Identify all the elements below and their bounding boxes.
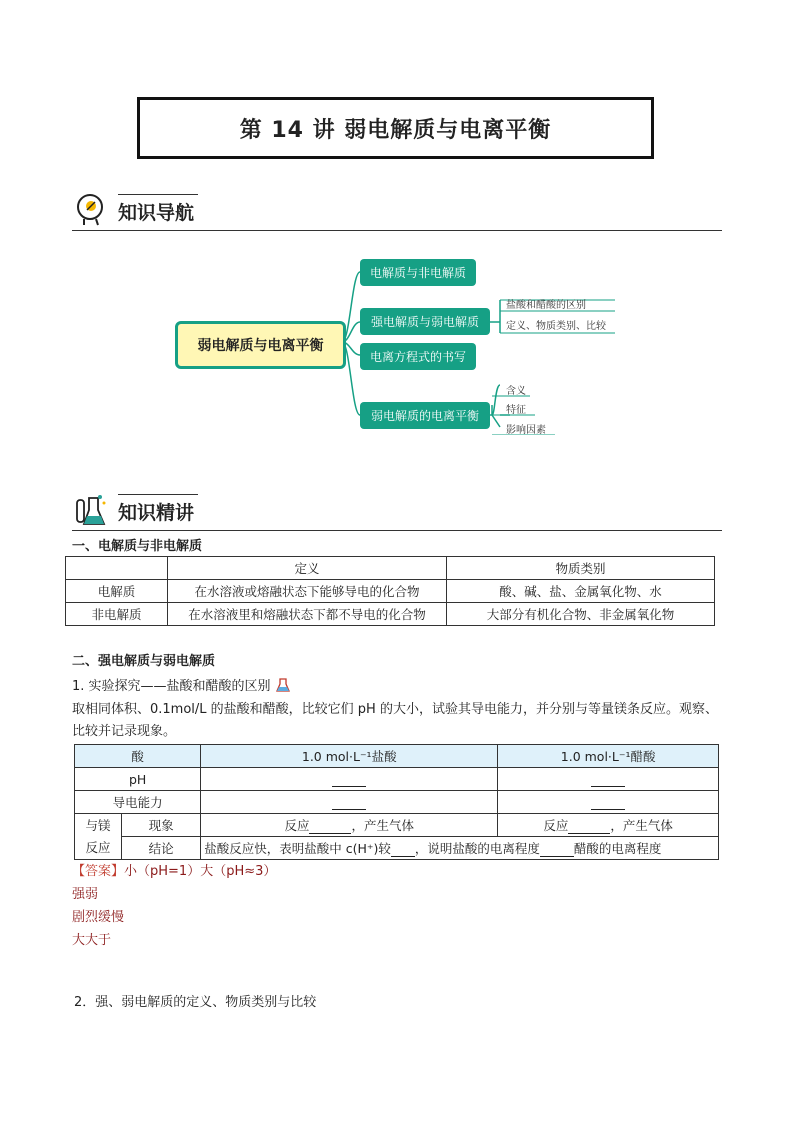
answer-line: 大大于 [72, 933, 112, 948]
row-mg-label [75, 814, 122, 860]
blank-cell [498, 791, 719, 814]
mindmap-leaf: 盐酸和醋酸的区别 [506, 300, 586, 311]
conclusion-text: ，说明盐酸的电离程度 [414, 841, 540, 856]
header-overline [118, 194, 198, 195]
row-mg-label-line: 反应 [85, 839, 111, 855]
answer-block [72, 860, 276, 952]
head-lightbulb-icon [74, 192, 108, 226]
experiment-table [74, 744, 719, 860]
conclusion-text: 盐酸反应快，表明盐酸中 c(H⁺)较 [204, 841, 391, 856]
mindmap-leaf: 含义 [506, 386, 526, 397]
row-ph-label: pH [75, 768, 201, 791]
answer-blank [391, 841, 415, 857]
section-header-explain [72, 490, 722, 531]
experiment-title-text: 1. 实验探究——盐酸和醋酸的区别 [72, 679, 271, 694]
next-topic-title: 2．强、弱电解质的定义、物质类别与比较 [74, 995, 317, 1010]
col-acid: 酸 [75, 745, 201, 768]
table-row [66, 580, 715, 603]
mindmap-leaf: 特征 [506, 405, 526, 416]
answer-text: 小（pH=1）大（pH≈3） [124, 864, 277, 879]
obs-text: ，产生气体 [610, 818, 673, 833]
table-header-cell: 物质类别 [447, 557, 715, 580]
answer-line-1 [72, 860, 276, 883]
mindmap-leaf: 定义、物质类别、比较 [506, 321, 606, 332]
answer-line: 剧烈缓慢 [72, 910, 125, 925]
observation-hac [498, 814, 719, 837]
blank-cell [498, 768, 719, 791]
answer-blank [332, 794, 366, 810]
table-cell: 酸、碱、盐、金属氧化物、水 [447, 580, 715, 603]
row-mg-label-line: 与镁 [85, 817, 111, 833]
section-title-explain: 知识精讲 [118, 502, 195, 524]
answer-blank [591, 794, 625, 810]
col-hcl: 1.0 mol·L⁻¹盐酸 [201, 745, 498, 768]
answer-blank [332, 771, 366, 787]
observation-hcl [201, 814, 498, 837]
table-cell: 在水溶液里和熔融状态下都不导电的化合物 [168, 603, 447, 626]
experiment-title [72, 675, 291, 694]
table-cell: 大部分有机化合物、非金属氧化物 [447, 603, 715, 626]
col-hac: 1.0 mol·L⁻¹醋酸 [498, 745, 719, 768]
table-cell: 非电解质 [66, 603, 168, 626]
part2-heading: 二、强电解质与弱电解质 [72, 654, 216, 669]
mindmap [170, 255, 620, 435]
table-header-row [66, 557, 715, 580]
header-overline [118, 494, 198, 495]
row-conductivity-label: 导电能力 [75, 791, 201, 814]
experiment-description: 取相同体积、0.1mol/L 的盐酸和醋酸，比较它们 pH 的大小，试验其导电能力，并分别与等量镁条反应。观察、比较并记录现象。 [72, 702, 718, 739]
conclusion-text: 醋酸的电离程度 [573, 841, 662, 856]
table-row [66, 603, 715, 626]
answer-tag: 【答案】 [72, 864, 125, 879]
mindmap-branch: 电解质与非电解质 [360, 259, 476, 286]
sub-conclusion: 结论 [122, 837, 201, 860]
flask-icon [74, 492, 108, 526]
answer-blank [568, 818, 610, 834]
mindmap-root: 弱电解质与电离平衡 [175, 321, 346, 369]
blank-cell [201, 791, 498, 814]
mindmap-branch: 弱电解质的电离平衡 [360, 402, 490, 429]
part1-heading: 一、电解质与非电解质 [72, 539, 203, 554]
obs-text: 反应 [284, 818, 310, 833]
mindmap-branch: 电离方程式的书写 [360, 343, 476, 370]
sub-observation: 现象 [122, 814, 201, 837]
answer-line: 强弱 [72, 887, 99, 902]
table-cell: 电解质 [66, 580, 168, 603]
mindmap-leaf: 影响因素 [506, 425, 546, 436]
table-header-cell: 定义 [168, 557, 447, 580]
mindmap-branch: 强电解质与弱电解质 [360, 308, 490, 335]
table-header-cell [66, 557, 168, 580]
page-title: 第 14 讲 弱电解质与电离平衡 [239, 117, 552, 143]
section-header-nav [72, 190, 722, 231]
title-box [137, 97, 654, 159]
beaker-icon [275, 677, 291, 693]
electrolyte-table [65, 556, 715, 626]
section-title-nav: 知识导航 [118, 202, 195, 224]
answer-blank [591, 771, 625, 787]
obs-text: ，产生气体 [351, 818, 414, 833]
table-cell: 在水溶液或熔融状态下能够导电的化合物 [168, 580, 447, 603]
blank-cell [201, 768, 498, 791]
conclusion-cell [201, 837, 719, 860]
obs-text: 反应 [543, 818, 569, 833]
answer-blank [540, 841, 574, 857]
answer-blank [309, 818, 351, 834]
